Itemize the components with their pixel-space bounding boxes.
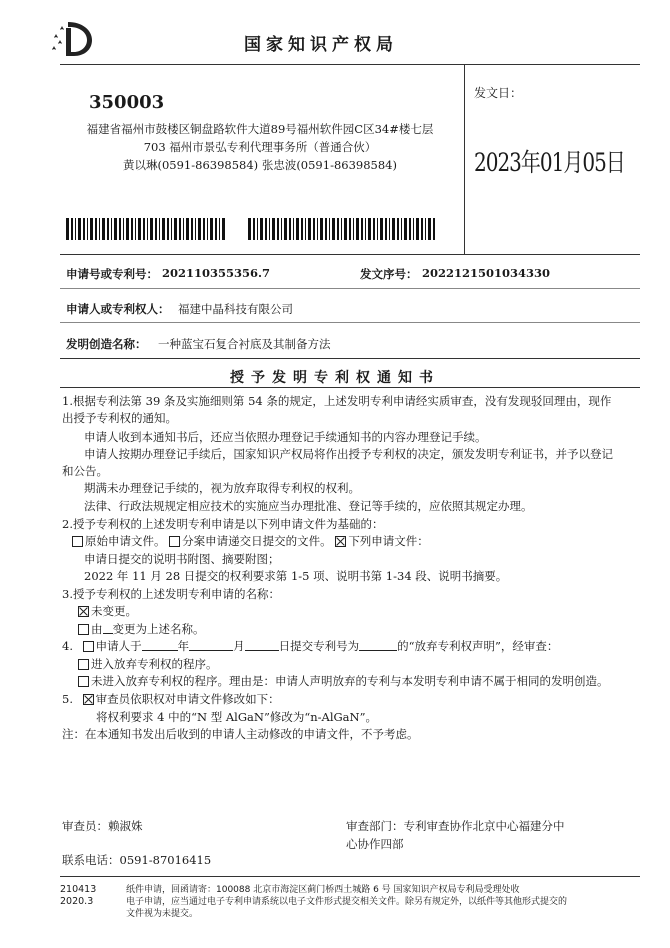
application-no: 202110355356.7 (162, 266, 271, 280)
option-name-changed-to: 变更为上述名称。 (112, 622, 205, 636)
option-name-changed-from: 由 (91, 622, 103, 636)
organization-name: 国家知识产权局 (244, 35, 398, 55)
para-2-detail-2: 2022 年 11 月 28 日提交的权利要求第 1-5 项、说明书第 1-34 段、说明书摘要。 (84, 569, 508, 583)
examiner-label: 审查员： (62, 819, 108, 833)
para-4-option-1 (78, 656, 218, 673)
checkbox-not-enter-abandon[interactable] (78, 676, 89, 687)
checkbox-name-changed[interactable] (78, 624, 89, 635)
dispatch-date-label: 发文日： (474, 86, 523, 100)
footer-line-2: 电子申请，应当通过电子专利申请系统以电子文件形式提交相关文件。除另有规定外，以纸件等其他形式提交的 (126, 897, 568, 907)
invention-label: 发明创造名称： (66, 337, 147, 351)
para-4-text-b: 年 (177, 639, 190, 653)
para-5-detail: 将权利要求 4 中的“N 型 AlGaN”修改为“n-AlGaN”。 (96, 710, 377, 724)
option-enter-abandon: 进入放弃专利权的程序。 (91, 657, 218, 671)
examiner (62, 818, 143, 835)
phone (62, 852, 211, 869)
blank-month (189, 639, 233, 651)
footer-line-1: 纸件申请，回函请寄：100088 北京市海淀区蓟门桥西土城路 6 号 国家知识产权局专利局受理处收 (126, 885, 520, 895)
cnipa-logo (48, 18, 96, 58)
top-rule (60, 64, 640, 65)
address-line-2: 703 福州市景弘专利代理事务所（普通合伙） (143, 140, 377, 154)
para-5-number: 5. (62, 692, 73, 706)
applicant-label: 申请人或专利权人： (66, 302, 170, 316)
para-4-text-e: 的“放弃专利权声明”，经审查： (397, 639, 559, 653)
para-5 (62, 691, 280, 708)
phone-number: 0591-87016415 (119, 853, 212, 867)
checkbox-enter-abandon[interactable] (78, 659, 89, 670)
para-3-option-2 (78, 621, 205, 638)
para-4 (62, 638, 558, 655)
option-not-enter-abandon: 未进入放弃专利权的程序。理由是：申请人声明放弃的专利与本发明专利申请不属于相同的发明创造。 (91, 674, 609, 688)
department (346, 818, 565, 835)
rule-4 (60, 387, 640, 388)
checkbox-name-unchanged[interactable] (78, 606, 89, 617)
para-1b-line-2: 和公告。 (62, 464, 108, 478)
note: 注：在本通知书发出后收到的申请人主动修改的申请文件，不予考虑。 (62, 727, 419, 741)
para-4-number: 4. (62, 639, 73, 653)
para-1d: 法律、行政法规规定相应技术的实施应当办理批准、登记等手续的，应依照其规定办理。 (84, 499, 533, 513)
para-1b-line-1: 申请人按期办理登记手续后，国家知识产权局将作出授予专利权的决定，颁发发明专利证书，并予以登记 (84, 447, 613, 461)
rule-2 (60, 322, 640, 323)
barcode-right (248, 218, 436, 240)
address-line-1: 福建省福州市鼓楼区铜盘路软件大道89号福州软件园C区34#楼七层 (86, 122, 434, 136)
para-2-detail-1: 申请日提交的说明书附图、摘要附图； (84, 552, 280, 566)
applicant-value: 福建中晶科技有限公司 (178, 302, 293, 316)
blank-patent-no (359, 639, 397, 651)
examiner-name: 赖淑姝 (108, 819, 143, 833)
footer-code-1: 210413 (60, 884, 97, 895)
checkbox-following-files[interactable] (335, 536, 346, 547)
footer-rule (60, 876, 640, 877)
invention-value: 一种蓝宝石复合衬底及其制备方法 (158, 337, 331, 351)
footer-code-2: 2020.3 (60, 896, 94, 907)
footer-line-3: 文件视为未提交。 (126, 909, 199, 919)
serial-no: 2022121501034330 (422, 266, 551, 280)
blank-day (245, 639, 279, 651)
rule-1 (60, 288, 640, 289)
rule-3 (60, 358, 640, 359)
option-original-files: 原始申请文件。 (85, 534, 166, 548)
para-3-option-1 (78, 603, 137, 620)
checkbox-divisional-files[interactable] (169, 536, 180, 547)
option-divisional-files: 分案申请递交日提交的文件。 (182, 534, 332, 548)
para-4-text-c: 月 (233, 639, 245, 653)
department-line-1: 专利审查协作北京中心福建分中 (403, 819, 565, 833)
blank-year (142, 639, 178, 651)
checkbox-abandon-statement[interactable] (83, 641, 94, 652)
department-line-2: 心协作四部 (346, 837, 404, 851)
para-1-line-1: 1.根据专利法第 39 条及实施细则第 54 条的规定，上述发明专利申请经实质审查，没有发现驳回理由，现作 (62, 394, 612, 408)
para-2: 2.授予专利权的上述发明专利申请是以下列申请文件为基础的： (62, 517, 384, 531)
para-1c: 期满未办理登记手续的，视为放弃取得专利权的权利。 (84, 481, 360, 495)
option-name-unchanged: 未变更。 (91, 604, 137, 618)
department-label: 审查部门： (346, 819, 404, 833)
dispatch-date-value: 2023年01月05日 (474, 147, 625, 177)
para-1-line-2: 出授予专利权的通知。 (62, 411, 177, 425)
blank-old-name (103, 622, 113, 634)
para-5-text: 审查员依职权对申请文件修改如下： (95, 692, 280, 706)
notice-title: 授予发明专利权通知书 (230, 370, 440, 386)
checkbox-original-files[interactable] (72, 536, 83, 547)
checkbox-examiner-amendment[interactable] (83, 694, 94, 705)
phone-label: 联系电话： (62, 853, 120, 867)
para-4-text-a: 申请人于 (95, 639, 142, 653)
para-1a: 申请人收到本通知书后，还应当依照办理登记手续通知书的内容办理登记手续。 (84, 430, 487, 444)
para-4-text-d: 日提交专利号为 (278, 639, 360, 653)
postal-code: 350003 (89, 92, 165, 113)
address-line-3: 黄以琳(0591-86398584) 张忠波(0591-86398584) (123, 158, 397, 172)
barcode-left (66, 218, 226, 240)
para-3: 3.授予专利权的上述发明专利申请的名称： (62, 587, 280, 601)
option-following-files: 下列申请文件： (348, 534, 429, 548)
header-divider (464, 64, 465, 254)
para-4-option-2 (78, 673, 609, 690)
para-2-options (72, 533, 429, 550)
serial-no-label: 发文序号： (360, 267, 418, 281)
header-bottom-rule (60, 254, 640, 255)
application-no-label: 申请号或专利号： (66, 267, 158, 281)
